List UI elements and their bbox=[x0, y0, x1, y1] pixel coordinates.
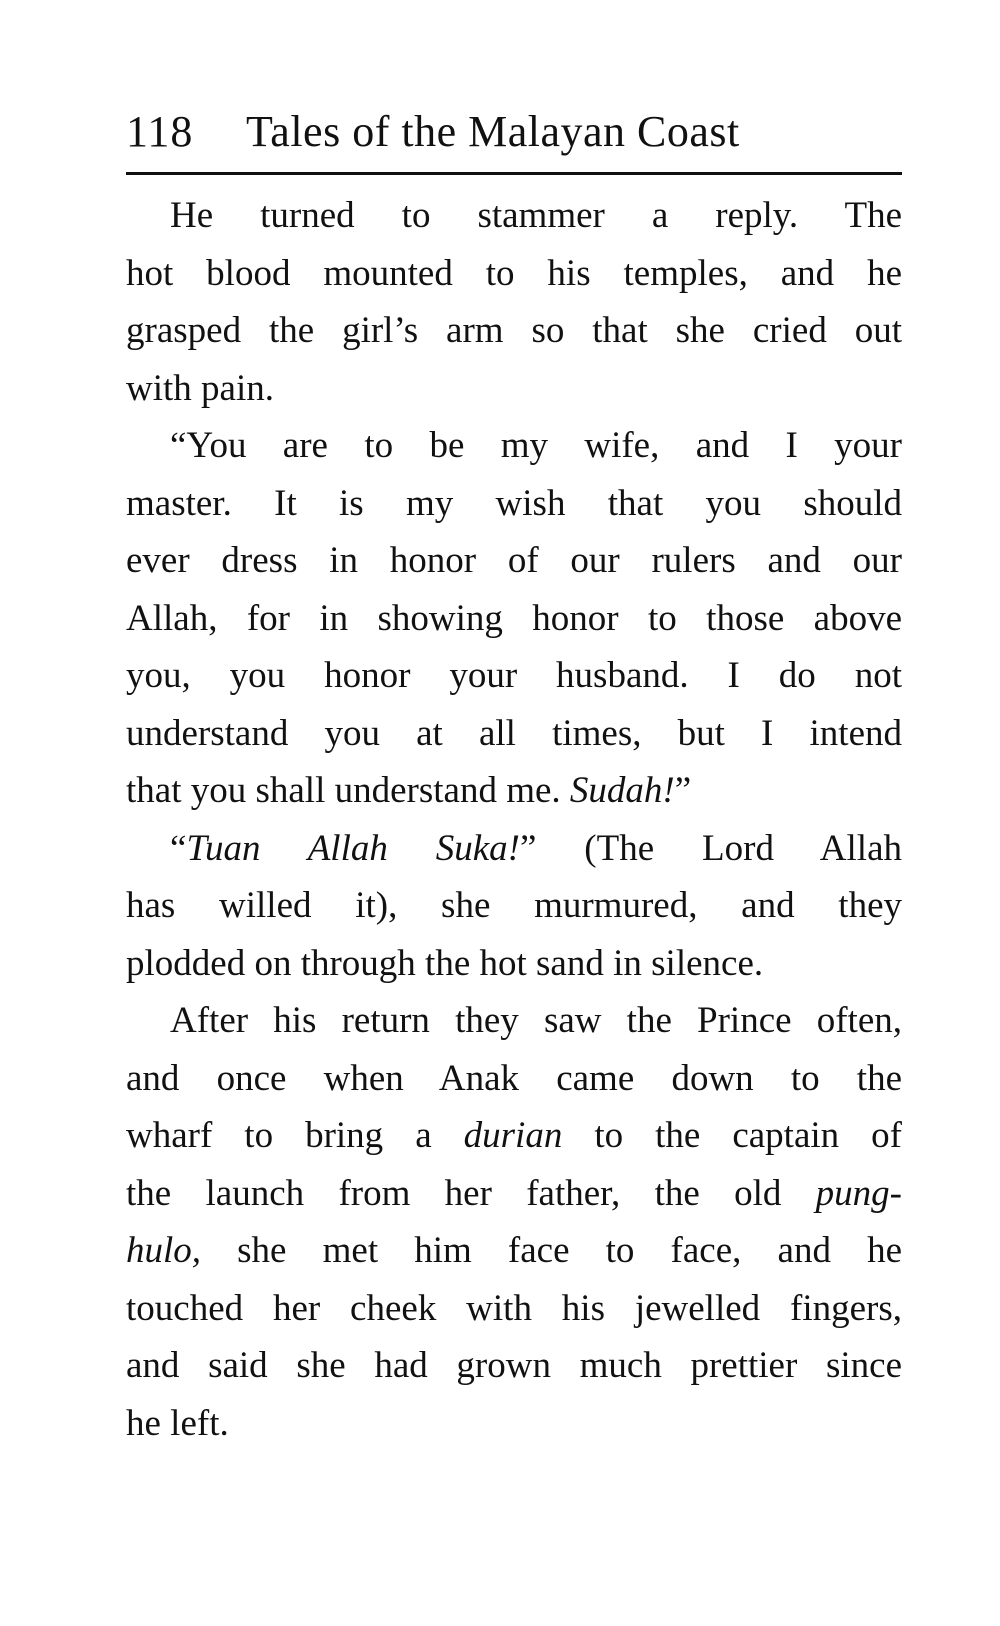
paragraph bbox=[126, 992, 902, 1452]
italic-text: hulo, bbox=[126, 1230, 202, 1271]
text-line bbox=[126, 475, 902, 533]
text-segment: wharf to bring a bbox=[126, 1115, 464, 1156]
text-line bbox=[126, 1107, 902, 1165]
text-line bbox=[126, 877, 902, 935]
text-segment: Allah, for in showing honor to those above bbox=[126, 597, 902, 639]
text-line bbox=[126, 1165, 902, 1223]
text-segment: to the captain of bbox=[562, 1115, 902, 1156]
text-segment: ever dress in honor of our rulers and our bbox=[126, 540, 902, 581]
text-segment: master. It is my wish that you should bbox=[126, 482, 902, 524]
paragraph bbox=[126, 820, 902, 993]
text-line bbox=[126, 245, 902, 303]
text-line bbox=[126, 417, 902, 475]
text-segment: “You are to be my wife, and I your bbox=[170, 425, 902, 466]
text-segment: she met him face to face, and he bbox=[201, 1230, 902, 1271]
text-line bbox=[126, 1050, 902, 1108]
text-line bbox=[126, 992, 902, 1050]
text-segment: you, you honor your husband. I do not bbox=[126, 655, 902, 696]
running-title: Tales of the Malayan Coast bbox=[246, 107, 740, 156]
text-line bbox=[126, 302, 902, 360]
text-line bbox=[126, 590, 902, 648]
text-line bbox=[126, 1280, 902, 1338]
text-line bbox=[126, 705, 902, 763]
body-text bbox=[126, 187, 902, 1452]
text-segment: that you shall understand me. bbox=[126, 770, 570, 811]
text-line bbox=[126, 820, 902, 878]
text-segment: and once when Anak came down to the bbox=[126, 1057, 902, 1099]
text-segment: and said she had grown much prettier since bbox=[126, 1345, 902, 1386]
italic-text: Tuan Allah Suka! bbox=[186, 827, 520, 869]
text-line bbox=[126, 762, 902, 820]
text-segment: hot blood mounted to his temples, and he bbox=[126, 252, 902, 294]
italic-text: pung- bbox=[815, 1172, 902, 1214]
text-segment: After his return they saw the Prince often, bbox=[170, 1000, 902, 1041]
text-line bbox=[126, 935, 902, 993]
text-segment: ” (The Lord Allah bbox=[519, 827, 902, 869]
text-segment: he left. bbox=[126, 1402, 229, 1444]
text-segment: has willed it), she murmured, and they bbox=[126, 885, 902, 926]
text-segment: touched her cheek with his jewelled fingers, bbox=[126, 1287, 902, 1329]
text-line bbox=[126, 532, 902, 590]
text-segment: plodded on through the hot sand in silence. bbox=[126, 942, 764, 984]
text-segment: the launch from her father, the old bbox=[126, 1172, 816, 1214]
text-line bbox=[126, 647, 902, 705]
text-line bbox=[126, 1337, 902, 1395]
text-segment: with pain. bbox=[126, 367, 274, 409]
text-segment: ” bbox=[674, 770, 692, 811]
running-head bbox=[126, 107, 902, 175]
text-line bbox=[126, 360, 902, 418]
text-line bbox=[126, 187, 902, 245]
text-line bbox=[126, 1395, 902, 1453]
italic-text: Sudah! bbox=[569, 770, 675, 811]
paragraph bbox=[126, 187, 902, 417]
paragraph bbox=[126, 417, 902, 820]
text-segment: grasped the girl’s arm so that she cried out bbox=[126, 310, 902, 351]
text-segment: “ bbox=[170, 827, 187, 869]
text-segment: He turned to stammer a reply. The bbox=[170, 195, 902, 236]
book-page bbox=[126, 107, 902, 1452]
italic-text: durian bbox=[463, 1115, 563, 1156]
page-number: 118 bbox=[126, 107, 194, 156]
text-segment: understand you at all times, but I intend bbox=[126, 712, 902, 754]
text-line bbox=[126, 1222, 902, 1280]
